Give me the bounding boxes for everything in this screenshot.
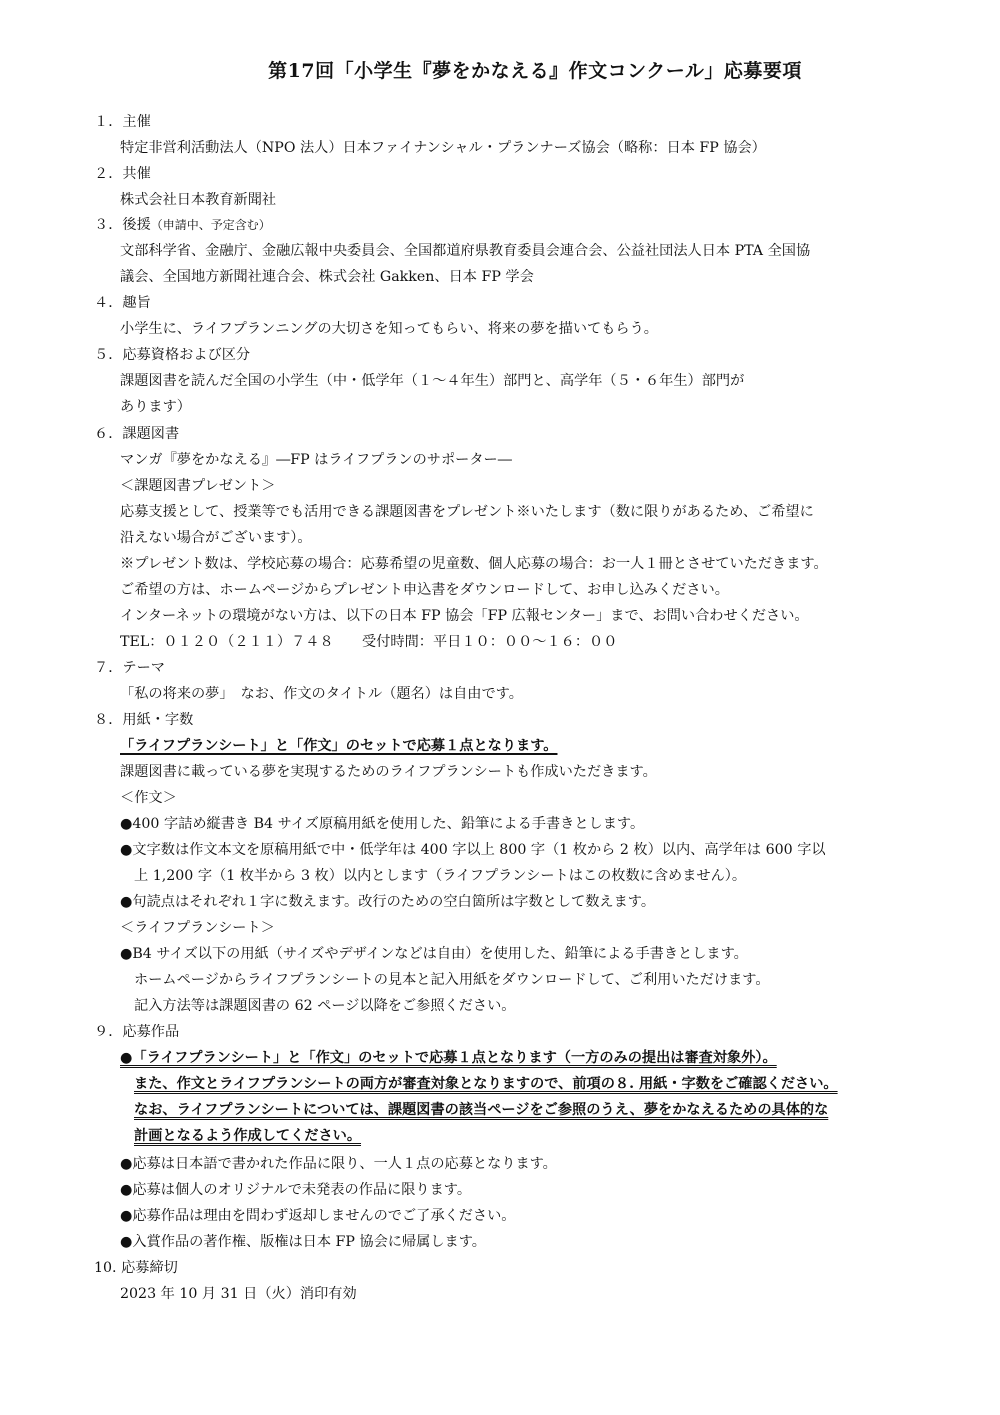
- section-8-e1: ●400 字詰め縦書き B4 サイズ原稿用紙を使用した、鉛筆による手書きとします。: [120, 816, 645, 832]
- section-5-heading: ５．応募資格および区分: [94, 347, 251, 363]
- section-7-text: 「私の将来の夢」 なお、作文のタイトル（題名）は自由です。: [120, 686, 523, 702]
- section-6-p1: 応募支援として、授業等でも活用できる課題図書をプレゼント※いたします（数に限りがあるため、ご希望に: [120, 504, 814, 520]
- section-9-w4: 計画となるよう作成してください。: [134, 1128, 362, 1144]
- section-6-p5: インターネットの環境がない方は、以下の日本 FP 協会「FP 広報センター」まで、お問い合わせください。: [120, 608, 809, 624]
- section-9-r3: ●応募作品は理由を問わず返却しませんのでご了承ください。: [120, 1208, 516, 1224]
- section-8-e4: ●句読点はそれぞれ１字に数えます。改行のための空白箇所は字数として数えます。: [120, 894, 656, 910]
- section-8-l2: ホームページからライフプランシートの見本と記入用紙をダウンロードして、ご利用いただけます。: [134, 972, 770, 988]
- section-8-l1: ●B4 サイズ以下の用紙（サイズやデザインなどは自由）を使用した、鉛筆による手書きとします。: [120, 946, 748, 962]
- section-8-intro: 課題図書に載っている夢を実現するためのライフプランシートも作成いただきます。: [120, 764, 657, 780]
- section-10-text: 2023 年 10 月 31 日（火）消印有効: [120, 1286, 357, 1302]
- section-3-heading: [94, 215, 271, 235]
- section-8-heading: ８．用紙・字数: [94, 712, 194, 728]
- section-9-w3: なお、ライフプランシートについては、課題図書の該当ページをご参照のうえ、夢をかなえるための具体的な: [134, 1102, 829, 1118]
- section-6-heading: ６．課題図書: [94, 426, 180, 442]
- section-10-heading: 10. 応募締切: [94, 1260, 178, 1276]
- section-2-text: 株式会社日本教育新聞社: [120, 192, 277, 208]
- section-9-r2: ●応募は個人のオリジナルで未発表の作品に限ります。: [120, 1182, 472, 1198]
- section-9-w2: また、作文とライフプランシートの両方が審査対象となりますので、前項の８. 用紙・字数をご確認ください。: [134, 1076, 838, 1092]
- section-8-l3: 記入方法等は課題図書の 62 ページ以降をご参照ください。: [134, 998, 516, 1014]
- section-8-essay-heading: ＜作文＞: [120, 790, 177, 806]
- section-9-heading: ９．応募作品: [94, 1024, 180, 1040]
- section-4-heading: ４．趣旨: [94, 295, 151, 311]
- section-6-present-heading: ＜課題図書プレゼント＞: [120, 478, 276, 494]
- section-3-line1: 文部科学省、金融庁、金融広報中央委員会、全国都道府県教育委員会連合会、公益社団法人日本 PTA 全国協: [120, 243, 811, 259]
- section-3-note: （申請中、予定含む）: [150, 218, 271, 232]
- section-2-heading: ２．共催: [94, 166, 151, 182]
- section-4-text: 小学生に、ライフプランニングの大切さを知ってもらい、将来の夢を描いてもらう。: [120, 321, 658, 337]
- section-8-sheet-heading: ＜ライフプランシート＞: [120, 920, 275, 936]
- section-8-e3: 上 1,200 字（1 枚半から 3 枚）以内とします（ライフプランシートはこの枚数に含めません）。: [134, 868, 747, 884]
- section-6-p3: ※プレゼント数は、学校応募の場合：応募希望の児童数、個人応募の場合：お一人１冊とさせていただきます。: [120, 556, 828, 572]
- section-9-w1: ●「ライフプランシート」と「作文」のセットで応募１点となります（一方のみの提出は審査対象外）。: [120, 1050, 777, 1066]
- section-6-p4: ご希望の方は、ホームページからプレゼント申込書をダウンロードして、お申し込みください。: [120, 582, 729, 598]
- section-3-line2: 議会、全国地方新聞社連合会、株式会社 Gakken、日本 FP 学会: [120, 269, 534, 285]
- section-9-r4: ●入賞作品の著作権、版権は日本 FP 協会に帰属します。: [120, 1234, 486, 1250]
- section-5-line1: 課題図書を読んだ全国の小学生（中・低学年（１～４年生）部門と、高学年（５・６年生）部門が: [120, 373, 745, 389]
- section-6-tel: TEL：０１２０（２１１）７４８ 受付時間：平日１０：００～１６：００: [120, 634, 618, 650]
- section-5-line2: あります）: [120, 399, 191, 415]
- section-1-heading: １．主催: [94, 114, 151, 130]
- section-9-r1: ●応募は日本語で書かれた作品に限り、一人１点の応募となります。: [120, 1156, 557, 1172]
- section-7-heading: ７．テーマ: [94, 660, 165, 676]
- section-8-emphasis: 「ライフプランシート」と「作文」のセットで応募１点となります。: [120, 738, 558, 754]
- section-6-book: マンガ『夢をかなえる』―FP はライフプランのサポーター―: [120, 452, 512, 468]
- section-3-title: ３．後援: [94, 217, 151, 233]
- page-title: 第17回「小学生『夢をかなえる』作文コンクール」応募要項: [268, 60, 802, 82]
- section-8-e2: ●文字数は作文本文を原稿用紙で中・低学年は 400 字以上 800 字（1 枚から 2 枚）以内、高学年は 600 字以: [120, 842, 826, 858]
- section-6-p2: 沿えない場合がございます）。: [120, 530, 312, 546]
- section-1-text: 特定非営利活動法人（NPO 法人）日本ファイナンシャル・プランナーズ協会（略称：日本 FP 協会）: [120, 140, 766, 156]
